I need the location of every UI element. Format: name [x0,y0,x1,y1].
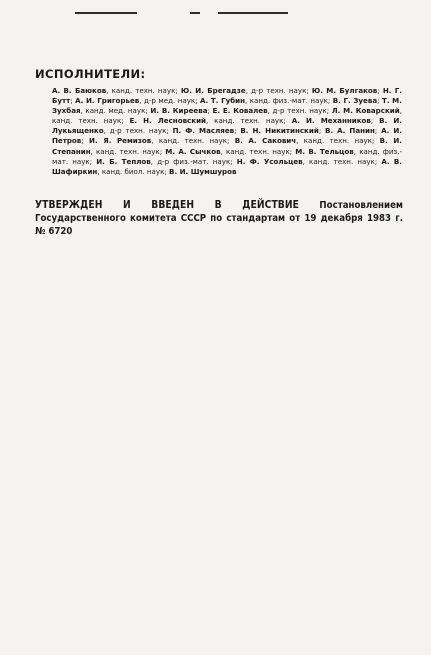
author-title: канд. биол. наук [101,166,165,176]
author-entry: А. В. Баюков, канд. техн. наук; [52,86,181,95]
author-name: Е. Н. Лесновский [129,116,207,126]
author-name: А. И. Петров [52,126,402,146]
author-entry: М. А. Сычков, канд. техн. наук; [165,146,296,156]
author-name: П. Ф. Масляев [172,126,235,136]
author-entry: А. Т. Губин, канд. физ.-мат. наук; [200,96,333,106]
author-entry: В. И. Лукьященко, д-р техн. наук; [52,116,402,136]
author-entry [169,167,236,176]
author-name: А. Т. Губин [200,96,246,106]
author-entry: Н. Ф. Усольцев, канд. техн. наук; [236,156,382,166]
author-name: В. И. Степанин [52,136,402,156]
author-name: А. И. Механников [291,116,371,126]
author-entry: И. Я. Ремизов, канд. техн. наук; [89,136,235,146]
author-name: Н. Г. Бутт [52,86,403,106]
author-name: В. А. Панин [325,126,375,136]
author-title: канд. физ.-мат. наук [249,96,328,106]
author-name: В. Г. Зуева [332,96,378,106]
author-name: Ю. И. Брегадзе [180,86,246,95]
author-entry: И. В. Киреева; [150,106,213,116]
author-entry: И. Б. Теплов, д-р физ.-мат. наук; [96,156,237,166]
author-entry: М. В. Тельцов, канд. физ.-мат. наук; [52,146,403,166]
author-entry: В. А. Сакович, канд. техн. наук; [234,136,380,146]
author-title: канд. техн. наук [111,86,176,95]
author-title: д-р физ.-мат. наук [157,156,231,166]
author-title: канд. физ.-мат. наук [52,146,403,166]
author-entry: В. Н. Никитинский; [240,126,326,136]
approval-text: Постановлением Государственного комитета СССР по стандартам от 19 декабря 1983 г. № 6720 [35,200,403,238]
scan-artifact-line [218,12,288,14]
author-title: д-р техн. наук [109,126,167,136]
author-title: д-р техн. наук [251,86,307,95]
author-name: И. Я. Ремизов [89,136,152,146]
author-entry: Е. Е. Ковалев, д-р техн. наук; [212,106,332,116]
author-entry: Ю. И. Брегадзе, д-р техн. наук; [180,86,312,95]
author-entry: Н. Г. Бутт; [52,86,403,106]
author-title: канд. техн. наук [52,116,122,126]
author-title: канд. техн. наук [214,116,284,126]
author-title: д-р техн. наук [272,106,327,116]
author-entry: Л. М. Коварский, канд. техн. наук; [52,106,402,126]
author-name: В. А. Сакович [234,136,297,146]
author-title: канд. мед. наук [85,106,146,116]
author-name: В. Н. Никитинский [240,126,319,136]
author-name: М. В. Тельцов [295,146,354,156]
author-entry: А. И. Механников; [291,116,380,126]
author-name: Л. М. Коварский [331,106,400,116]
authors-list [52,86,402,177]
author-title: канд. техн. наук [95,146,160,156]
author-title: канд. техн. наук [303,136,372,146]
author-title: канд. техн. наук [225,146,290,156]
author-entry: П. Ф. Масляев; [172,126,241,136]
contributors-heading: ИСПОЛНИТЕЛИ: [35,67,146,81]
author-entry: В. А. Панин; [325,126,382,136]
approval-lead: УТВЕРЖДЕН И ВВЕДЕН В ДЕЙСТВИЕ [35,200,300,211]
author-name: И. Б. Теплов [96,156,151,166]
author-name: Н. Ф. Усольцев [236,156,303,166]
author-entry: А. И. Петров; [52,126,402,146]
author-entry: А. И. Григорьев, д-р мед. наук; [75,96,201,106]
author-name: М. А. Сычков [165,146,221,156]
author-title: д-р мед. наук [143,96,196,106]
author-entry: В. Г. Зуева; [332,96,382,106]
approval-statement [35,199,403,239]
author-name: Т. М. Зухбая [52,96,402,116]
author-title: канд. техн. наук [158,136,227,146]
author-name: Ю. М. Булгаков [311,86,378,95]
author-name: В. И. Лукьященко [52,116,402,136]
author-name: Е. Е. Ковалев [212,106,268,116]
author-entry: А. В. Шафиркин, канд. биол. наук; [52,156,402,176]
author-name: И. В. Киреева [150,106,208,116]
author-name: А. И. Григорьев [75,96,140,106]
author-title: канд. техн. наук [309,156,375,166]
author-entry: Е. Н. Лесновский, канд. техн. наук; [129,116,292,126]
author-entry: Т. М. Зухбая, канд. мед. наук; [52,96,402,116]
author-name: А. В. Баюков [52,86,107,95]
author-entry: Ю. М. Булгаков; [311,86,383,95]
scan-artifact-line [75,12,137,14]
author-name: В. И. Шумшуров [169,166,237,176]
author-entry: В. И. Степанин, канд. техн. наук; [52,136,402,156]
author-name: А. В. Шафиркин [52,156,402,176]
scan-artifact-line [190,12,200,14]
